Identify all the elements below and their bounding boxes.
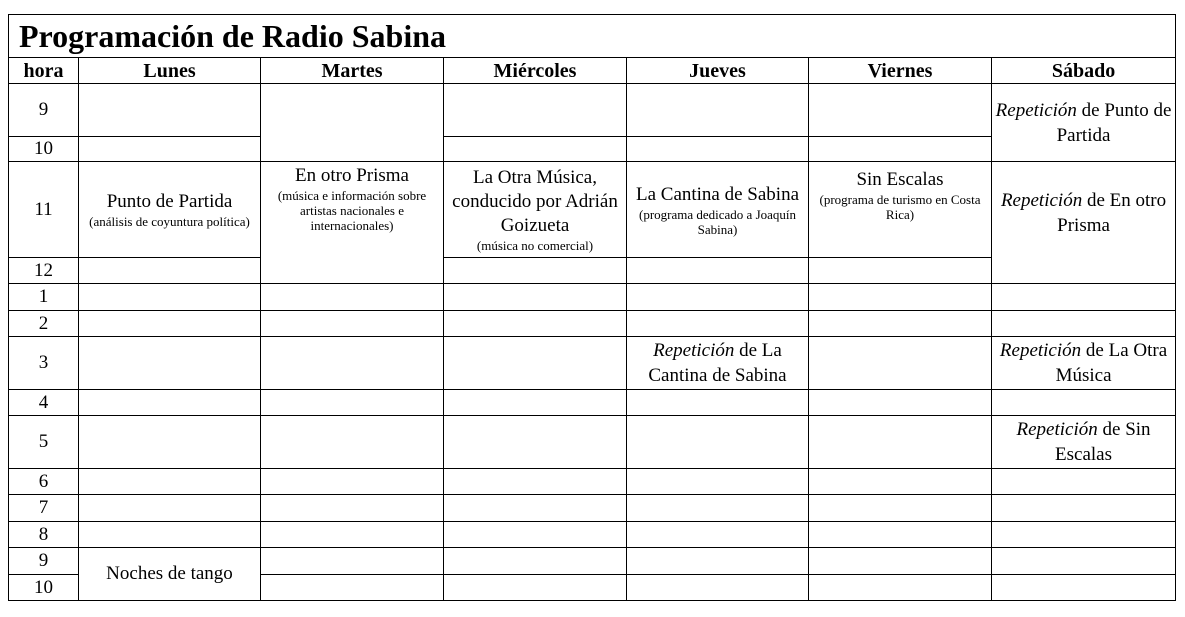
empty-cell xyxy=(79,469,261,495)
repeat-rest: de La Cantina de Sabina xyxy=(648,340,787,386)
empty-cell xyxy=(79,258,261,284)
hour-cell: 5 xyxy=(9,416,79,469)
empty-cell xyxy=(627,390,809,416)
empty-cell xyxy=(809,548,992,575)
empty-cell xyxy=(992,495,1176,522)
header-hora: hora xyxy=(9,58,79,84)
empty-cell xyxy=(809,284,992,311)
empty-cell xyxy=(809,84,992,137)
empty-cell xyxy=(261,311,444,337)
empty-cell xyxy=(79,495,261,522)
program-name: La Cantina de Sabina xyxy=(635,183,800,205)
empty-cell xyxy=(261,522,444,548)
empty-cell xyxy=(444,548,627,575)
hour-cell: 12 xyxy=(9,258,79,284)
empty-cell xyxy=(627,522,809,548)
empty-cell xyxy=(444,575,627,601)
empty-cell xyxy=(992,469,1176,495)
program-sabado-repeat-otra xyxy=(992,337,1176,390)
empty-cell xyxy=(261,469,444,495)
empty-cell xyxy=(261,337,444,390)
program-martes-prisma xyxy=(261,162,444,284)
program-viernes-escalas xyxy=(809,162,992,258)
repeat-word: Repetición xyxy=(1016,419,1098,440)
header-lunes: Lunes xyxy=(79,58,261,84)
empty-cell xyxy=(809,390,992,416)
empty-cell xyxy=(992,311,1176,337)
empty-cell xyxy=(79,84,261,137)
program-name: La Otra Música, conducido por Adrián Goizueta xyxy=(452,167,618,236)
hour-cell: 3 xyxy=(9,337,79,390)
program-name: Punto de Partida xyxy=(106,191,233,212)
hour-cell: 10 xyxy=(9,575,79,601)
empty-cell xyxy=(444,390,627,416)
empty-cell xyxy=(444,416,627,469)
program-jueves-cantina xyxy=(627,162,809,258)
empty-cell xyxy=(444,522,627,548)
empty-cell xyxy=(809,575,992,601)
empty-cell xyxy=(627,84,809,137)
empty-cell xyxy=(809,258,992,284)
repeat-rest: de Sin Escalas xyxy=(1055,419,1151,465)
header-sabado: Sábado xyxy=(992,58,1176,84)
program-sabado-repeat-punto xyxy=(992,84,1176,162)
empty-cell xyxy=(79,311,261,337)
program-jueves-repeat-cantina xyxy=(627,337,809,390)
empty-cell xyxy=(261,390,444,416)
empty-cell xyxy=(444,258,627,284)
empty-cell xyxy=(627,495,809,522)
header-miercoles: Miércoles xyxy=(444,58,627,84)
hour-cell: 11 xyxy=(9,162,79,258)
empty-cell xyxy=(261,416,444,469)
empty-cell xyxy=(627,284,809,311)
hour-cell: 8 xyxy=(9,522,79,548)
empty-cell xyxy=(627,575,809,601)
program-note: (música no comercial) xyxy=(476,238,594,253)
empty-cell xyxy=(261,575,444,601)
header-jueves: Jueves xyxy=(627,58,809,84)
program-sabado-repeat-prisma xyxy=(992,162,1176,284)
empty-cell xyxy=(79,416,261,469)
repeat-rest: de Punto de Partida xyxy=(1056,99,1172,146)
empty-cell xyxy=(809,337,992,390)
empty-cell xyxy=(809,137,992,162)
empty-cell xyxy=(444,311,627,337)
repeat-rest: de La Otra Música xyxy=(1055,340,1168,386)
hour-cell: 4 xyxy=(9,390,79,416)
empty-cell xyxy=(444,137,627,162)
program-sabado-repeat-escalas xyxy=(992,416,1176,469)
program-note: (música e información sobre artistas nacionales e internacionales) xyxy=(277,188,427,233)
empty-cell xyxy=(809,522,992,548)
hour-cell: 9 xyxy=(9,84,79,137)
empty-cell xyxy=(261,495,444,522)
schedule-table xyxy=(8,14,1176,601)
hour-cell: 6 xyxy=(9,469,79,495)
program-name: En otro Prisma xyxy=(295,165,409,186)
empty-cell xyxy=(627,469,809,495)
empty-cell xyxy=(809,416,992,469)
hour-cell: 10 xyxy=(9,137,79,162)
repeat-word: Repetición xyxy=(1000,189,1083,211)
empty-cell xyxy=(627,137,809,162)
empty-cell xyxy=(627,416,809,469)
empty-cell xyxy=(79,390,261,416)
hour-cell: 1 xyxy=(9,284,79,311)
empty-cell xyxy=(444,284,627,311)
header-martes: Martes xyxy=(261,58,444,84)
program-note: (programa dedicado a Joaquín Sabina) xyxy=(638,206,797,237)
empty-cell xyxy=(627,548,809,575)
hour-cell: 9 xyxy=(9,548,79,575)
empty-cell xyxy=(809,469,992,495)
program-note: (análisis de coyuntura política) xyxy=(89,214,250,229)
empty-cell xyxy=(992,284,1176,311)
empty-cell xyxy=(992,522,1176,548)
empty-cell xyxy=(444,495,627,522)
empty-cell xyxy=(809,495,992,522)
empty-cell xyxy=(627,311,809,337)
header-viernes: Viernes xyxy=(809,58,992,84)
hour-cell: 2 xyxy=(9,311,79,337)
empty-cell xyxy=(809,311,992,337)
empty-cell xyxy=(79,522,261,548)
empty-cell xyxy=(992,390,1176,416)
empty-cell xyxy=(261,548,444,575)
empty-cell xyxy=(261,284,444,311)
program-lunes-tango: Noches de tango xyxy=(79,548,261,601)
empty-cell xyxy=(992,548,1176,575)
empty-cell xyxy=(261,84,444,162)
repeat-word: Repetición xyxy=(999,340,1082,361)
empty-cell xyxy=(444,469,627,495)
program-miercoles-otra xyxy=(444,162,627,258)
empty-cell xyxy=(627,258,809,284)
empty-cell xyxy=(444,337,627,390)
program-lunes-punto xyxy=(79,162,261,258)
empty-cell xyxy=(992,575,1176,601)
program-name: Sin Escalas xyxy=(856,169,944,190)
repeat-word: Repetición xyxy=(995,99,1077,121)
program-note: (programa de turismo en Costa Rica) xyxy=(819,192,981,222)
hour-cell: 7 xyxy=(9,495,79,522)
empty-cell xyxy=(79,284,261,311)
empty-cell xyxy=(444,84,627,137)
empty-cell xyxy=(79,337,261,390)
empty-cell xyxy=(79,137,261,162)
repeat-rest: de En otro Prisma xyxy=(1057,189,1167,236)
repeat-word: Repetición xyxy=(653,340,735,361)
schedule-title: Programación de Radio Sabina xyxy=(9,15,1176,58)
